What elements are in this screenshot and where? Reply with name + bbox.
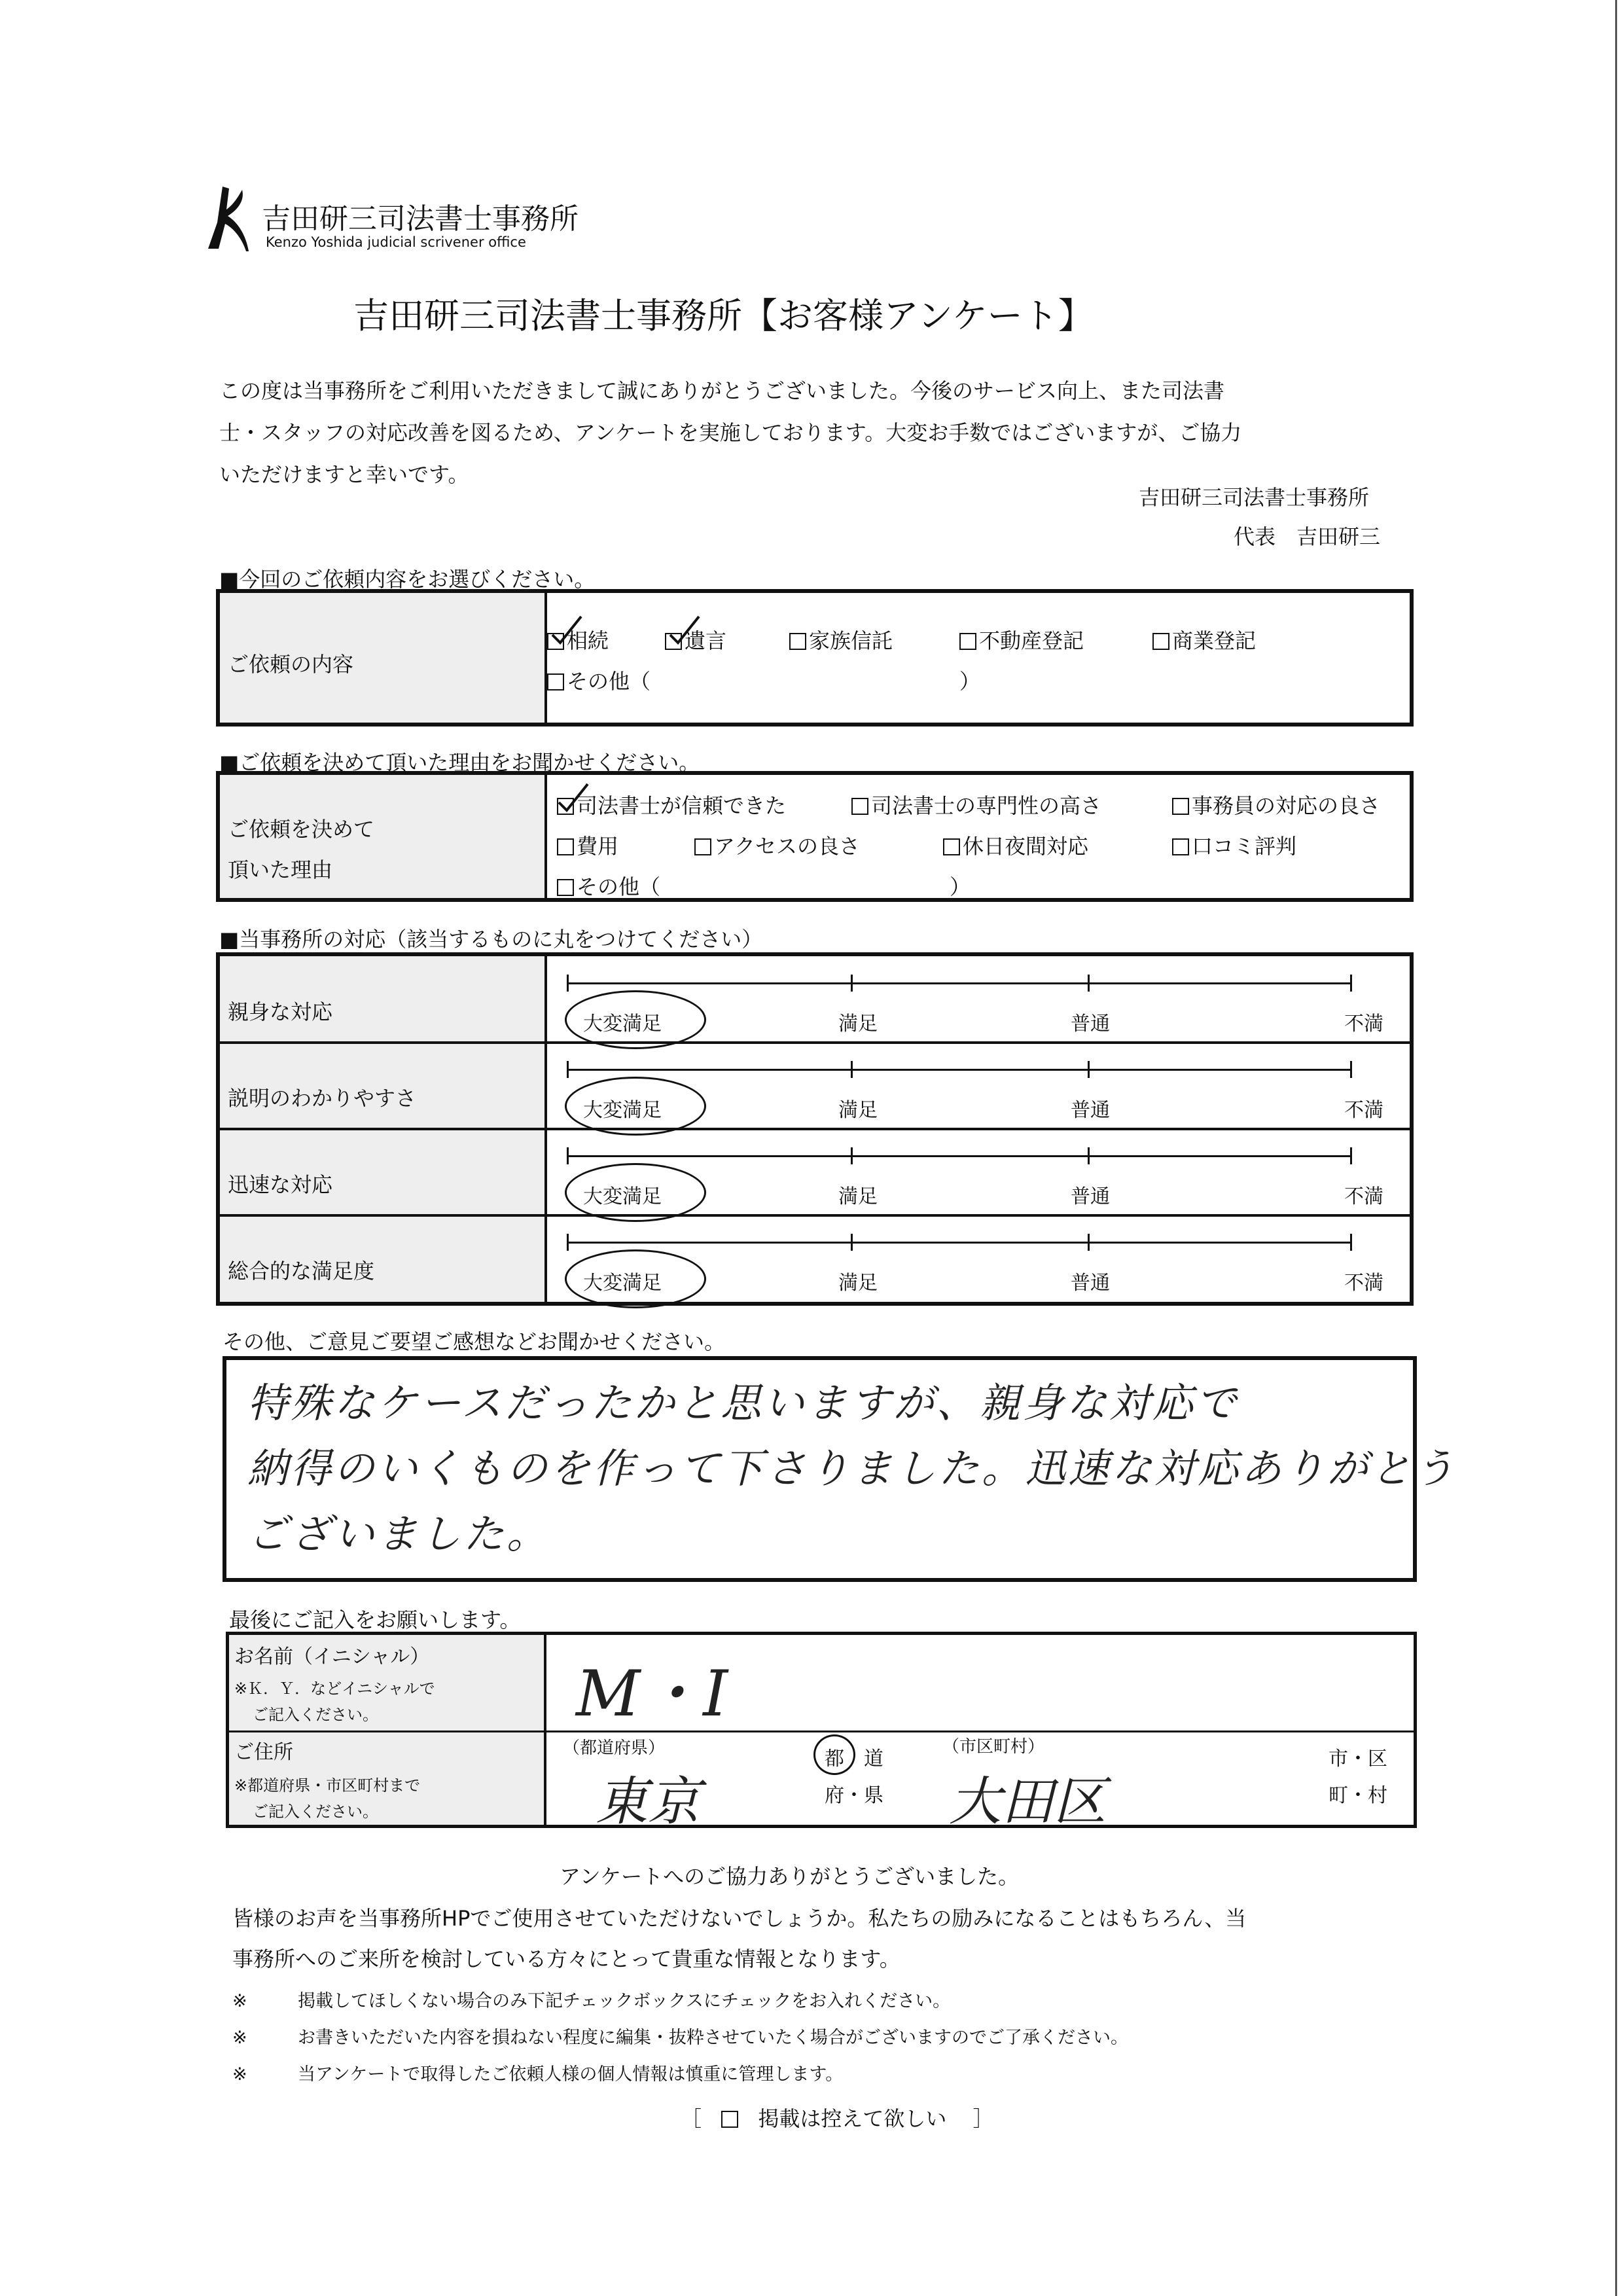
logo-name: 吉田研三司法書士事務所 [262, 202, 579, 236]
rating-scale-tick [851, 975, 853, 992]
request-other-row [547, 665, 981, 695]
option-yuigon[interactable]: 遺言 [665, 624, 726, 655]
rating-option[interactable]: 普通 [1071, 1272, 1110, 1295]
row-divider [229, 1731, 1414, 1732]
rating-scale-tick [1088, 1147, 1090, 1164]
comment-line: 特殊なケースだったかと思いますが、親身な対応で [247, 1379, 1239, 1427]
rating-label: 親身な対応 [228, 999, 333, 1024]
checkbox[interactable] [943, 838, 960, 855]
rating-row [220, 1215, 1410, 1300]
rating-scale-line [567, 982, 1350, 984]
reason-access[interactable]: アクセスの良さ [694, 830, 860, 860]
option-commercial[interactable]: 商業登記 [1152, 624, 1256, 655]
selection-circle [565, 1077, 706, 1136]
reason-cost[interactable]: 費用 [557, 830, 618, 860]
checkbox[interactable] [1172, 838, 1189, 855]
rating-option[interactable]: 普通 [1071, 1099, 1110, 1122]
rating-scale-tick [1350, 1234, 1352, 1251]
city-value[interactable]: 大田区 [949, 1771, 1106, 1832]
checkbox[interactable] [789, 633, 806, 650]
rating-scale-tick [1088, 1234, 1090, 1251]
fu-ken-option[interactable]: 府・県 [825, 1784, 883, 1807]
note-item: ※ 当アンケートで取得したご依頼人様の個人情報は慎重に管理します。 [232, 2056, 1128, 2093]
rating-row [220, 1129, 1410, 1214]
prefecture-value[interactable]: 東京 [596, 1771, 700, 1832]
rating-row [220, 1043, 1410, 1128]
rating-scale-tick [567, 1061, 569, 1078]
address-note: ご記入ください。 [253, 1803, 378, 1821]
checkbox[interactable] [959, 633, 976, 650]
rating-option[interactable]: 大変満足 [583, 1099, 662, 1122]
selection-circle [565, 990, 706, 1049]
rating-label: 説明のわかりやすさ [228, 1086, 417, 1111]
rating-scale-line [567, 1242, 1350, 1244]
closing-line: 皆様のお声を当事務所HPでご使用させていただけないでしょうか。私たちの励みになることはもちろん、当 [232, 1906, 1247, 1931]
checkbox[interactable] [547, 673, 564, 691]
other-close: ） [959, 669, 981, 694]
rating-scale-tick [1088, 1061, 1090, 1078]
address-label: ご住所 [234, 1741, 293, 1764]
comments-text [247, 1371, 1457, 1567]
check-mark-icon [665, 613, 704, 652]
rating-option[interactable]: 大変満足 [583, 1185, 662, 1208]
rating-option[interactable]: 大変満足 [583, 1013, 662, 1035]
reason-label-cell [220, 775, 547, 898]
rating-option[interactable]: 不満 [1344, 1272, 1383, 1295]
option-real-estate[interactable]: 不動産登記 [959, 624, 1084, 655]
rating-option[interactable]: 満足 [838, 1185, 878, 1208]
rating-scale-tick [1350, 1061, 1352, 1078]
personal-info-table [226, 1632, 1417, 1832]
request-content-table [216, 589, 1414, 726]
logo-icon [203, 183, 249, 255]
closing-paragraph [232, 1898, 1246, 1979]
shi-ku-option[interactable]: 市・区 [1329, 1748, 1387, 1770]
rating-scale-tick [851, 1147, 853, 1164]
rating-scale-tick [1350, 975, 1352, 992]
address-note: ※都道府県・市区町村まで [234, 1776, 421, 1795]
intro-line: 士・スタッフの対応改善を図るため、アンケートを実施しております。大変お手数ではございますが、ご協力 [219, 420, 1242, 445]
rating-scale-line [567, 1069, 1350, 1071]
reason-label: ご依頼を決めて 頂いた理由 [228, 817, 375, 882]
city-label: （市区町村） [942, 1737, 1045, 1757]
note-mark: ※ [232, 2028, 247, 2048]
rating-scale-line [567, 1155, 1350, 1157]
checkbox-checked[interactable] [557, 798, 574, 815]
selection-circle [565, 1249, 706, 1308]
comments-heading: その他、ご意見ご要望ご感想などお聞かせください。 [223, 1329, 726, 1354]
intro-paragraph [219, 370, 1241, 495]
request-content-label: ご依頼の内容 [228, 652, 354, 677]
rating-scale-tick [1088, 975, 1090, 992]
intro-line: いただけますと幸いです。 [219, 462, 469, 487]
page-title: 吉田研三司法書士事務所【お客様アンケート】 [353, 295, 1094, 336]
selection-circle [813, 1734, 855, 1775]
rating-scale-tick [851, 1234, 853, 1251]
reason-other-row: その他（ ） [557, 870, 660, 901]
note-item: ※ 掲載してほしくない場合のみ下記チェックボックスにチェックをお入れください。 [232, 1983, 1128, 2020]
do-option[interactable]: 道 [864, 1748, 883, 1770]
reason-holiday[interactable]: 休日夜間対応 [943, 830, 1088, 860]
rating-option[interactable]: 大変満足 [583, 1272, 662, 1295]
option-family-trust[interactable]: 家族信託 [789, 624, 893, 655]
notes-list [232, 1983, 1128, 2093]
name-value[interactable]: M・I [576, 1657, 728, 1731]
name-label: お名前（イニシャル） [234, 1645, 430, 1668]
rating-scale-tick [851, 1061, 853, 1078]
final-heading: 最後にご記入をお願いします。 [229, 1607, 521, 1632]
rating-option[interactable]: 普通 [1071, 1013, 1110, 1035]
reason-staff[interactable]: 事務員の対応の良さ [1172, 789, 1380, 819]
comment-line: ございました。 [247, 1510, 550, 1558]
bracket-open: ［ [681, 2106, 702, 2131]
optout-checkbox-row[interactable] [681, 2102, 994, 2132]
optout-checkbox[interactable] [721, 2111, 738, 2128]
section3-heading: ■当事務所の対応（該当するものに丸をつけてください） [219, 927, 763, 952]
reason-table [216, 771, 1414, 902]
note-mark: ※ [232, 2064, 247, 2085]
request-content-label-cell [220, 593, 547, 723]
prefecture-label: （都道府県） [563, 1738, 666, 1758]
rating-option[interactable]: 不満 [1344, 1013, 1383, 1035]
scan-edge-line [1615, 0, 1617, 2296]
rating-table [216, 952, 1414, 1306]
bracket-close: ］ [972, 2106, 994, 2131]
checkbox[interactable] [1152, 633, 1169, 650]
reason-trust[interactable]: 司法書士が信頼できた [557, 789, 786, 819]
logo-subtitle: Kenzo Yoshida judicial scrivener office [266, 234, 526, 250]
rating-option[interactable]: 満足 [838, 1272, 878, 1295]
rating-option[interactable]: 不満 [1344, 1099, 1383, 1122]
rating-scale-tick [1350, 1147, 1352, 1164]
other-close: ） [950, 874, 971, 899]
section1-heading: ■今回のご依頼内容をお選びください。 [219, 567, 596, 592]
name-note: ※Ｋ．Ｙ．などイニシャルで [234, 1679, 435, 1698]
rating-label: 迅速な対応 [228, 1172, 333, 1197]
checkbox[interactable] [851, 798, 868, 815]
rating-option[interactable]: 不満 [1344, 1185, 1383, 1208]
rating-scale-tick [567, 975, 569, 992]
rating-option[interactable]: 満足 [838, 1099, 878, 1122]
rating-label: 総合的な満足度 [228, 1259, 375, 1283]
to-option[interactable]: 都 [825, 1748, 844, 1770]
option-souzoku[interactable]: 相続 [547, 624, 609, 655]
intro-line: この度は当事務所をご利用いただきまして誠にありがとうございました。今後のサービス向上、また司法書 [219, 378, 1225, 403]
thanks-text: アンケートへのご協力ありがとうございました。 [560, 1864, 1020, 1889]
comments-box[interactable] [223, 1356, 1457, 1582]
signature-representative: 代表 吉田研三 [1234, 524, 1381, 549]
name-note: ご記入ください。 [253, 1706, 378, 1724]
rating-row [220, 956, 1410, 1041]
comment-line: 納得のいくものを作って下さりました。迅速な対応ありがとう [247, 1444, 1457, 1492]
checkbox[interactable] [694, 838, 711, 855]
cho-son-option[interactable]: 町・村 [1329, 1784, 1387, 1807]
section2-heading: ■ご依頼を決めて頂いた理由をお聞かせください。 [219, 750, 700, 775]
rating-scale-tick [567, 1234, 569, 1251]
rating-scale-tick [567, 1147, 569, 1164]
checkbox[interactable] [1172, 798, 1189, 815]
check-mark-icon [547, 613, 586, 652]
signature-office: 吉田研三司法書士事務所 [1139, 485, 1370, 510]
selection-circle [565, 1163, 706, 1222]
note-item: ※ お書きいただいた内容を損ねない程度に編集・抜粋させていたく場合がございますのでご了承ください。 [232, 2020, 1128, 2056]
checkbox[interactable] [557, 879, 574, 896]
other-label: その他（ [567, 669, 651, 694]
rating-option[interactable]: 普通 [1071, 1185, 1110, 1208]
note-mark: ※ [232, 1991, 247, 2011]
checkbox[interactable] [557, 838, 574, 855]
optout-label: 掲載は控えて欲しい [758, 2106, 947, 2131]
reason-expertise[interactable]: 司法書士の専門性の高さ [851, 789, 1101, 819]
closing-line: 事務所へのご来所を検討している方々にとって貴重な情報となります。 [232, 1946, 901, 1971]
rating-option[interactable]: 満足 [838, 1013, 878, 1035]
reason-reviews[interactable]: 口コミ評判 [1172, 830, 1296, 860]
